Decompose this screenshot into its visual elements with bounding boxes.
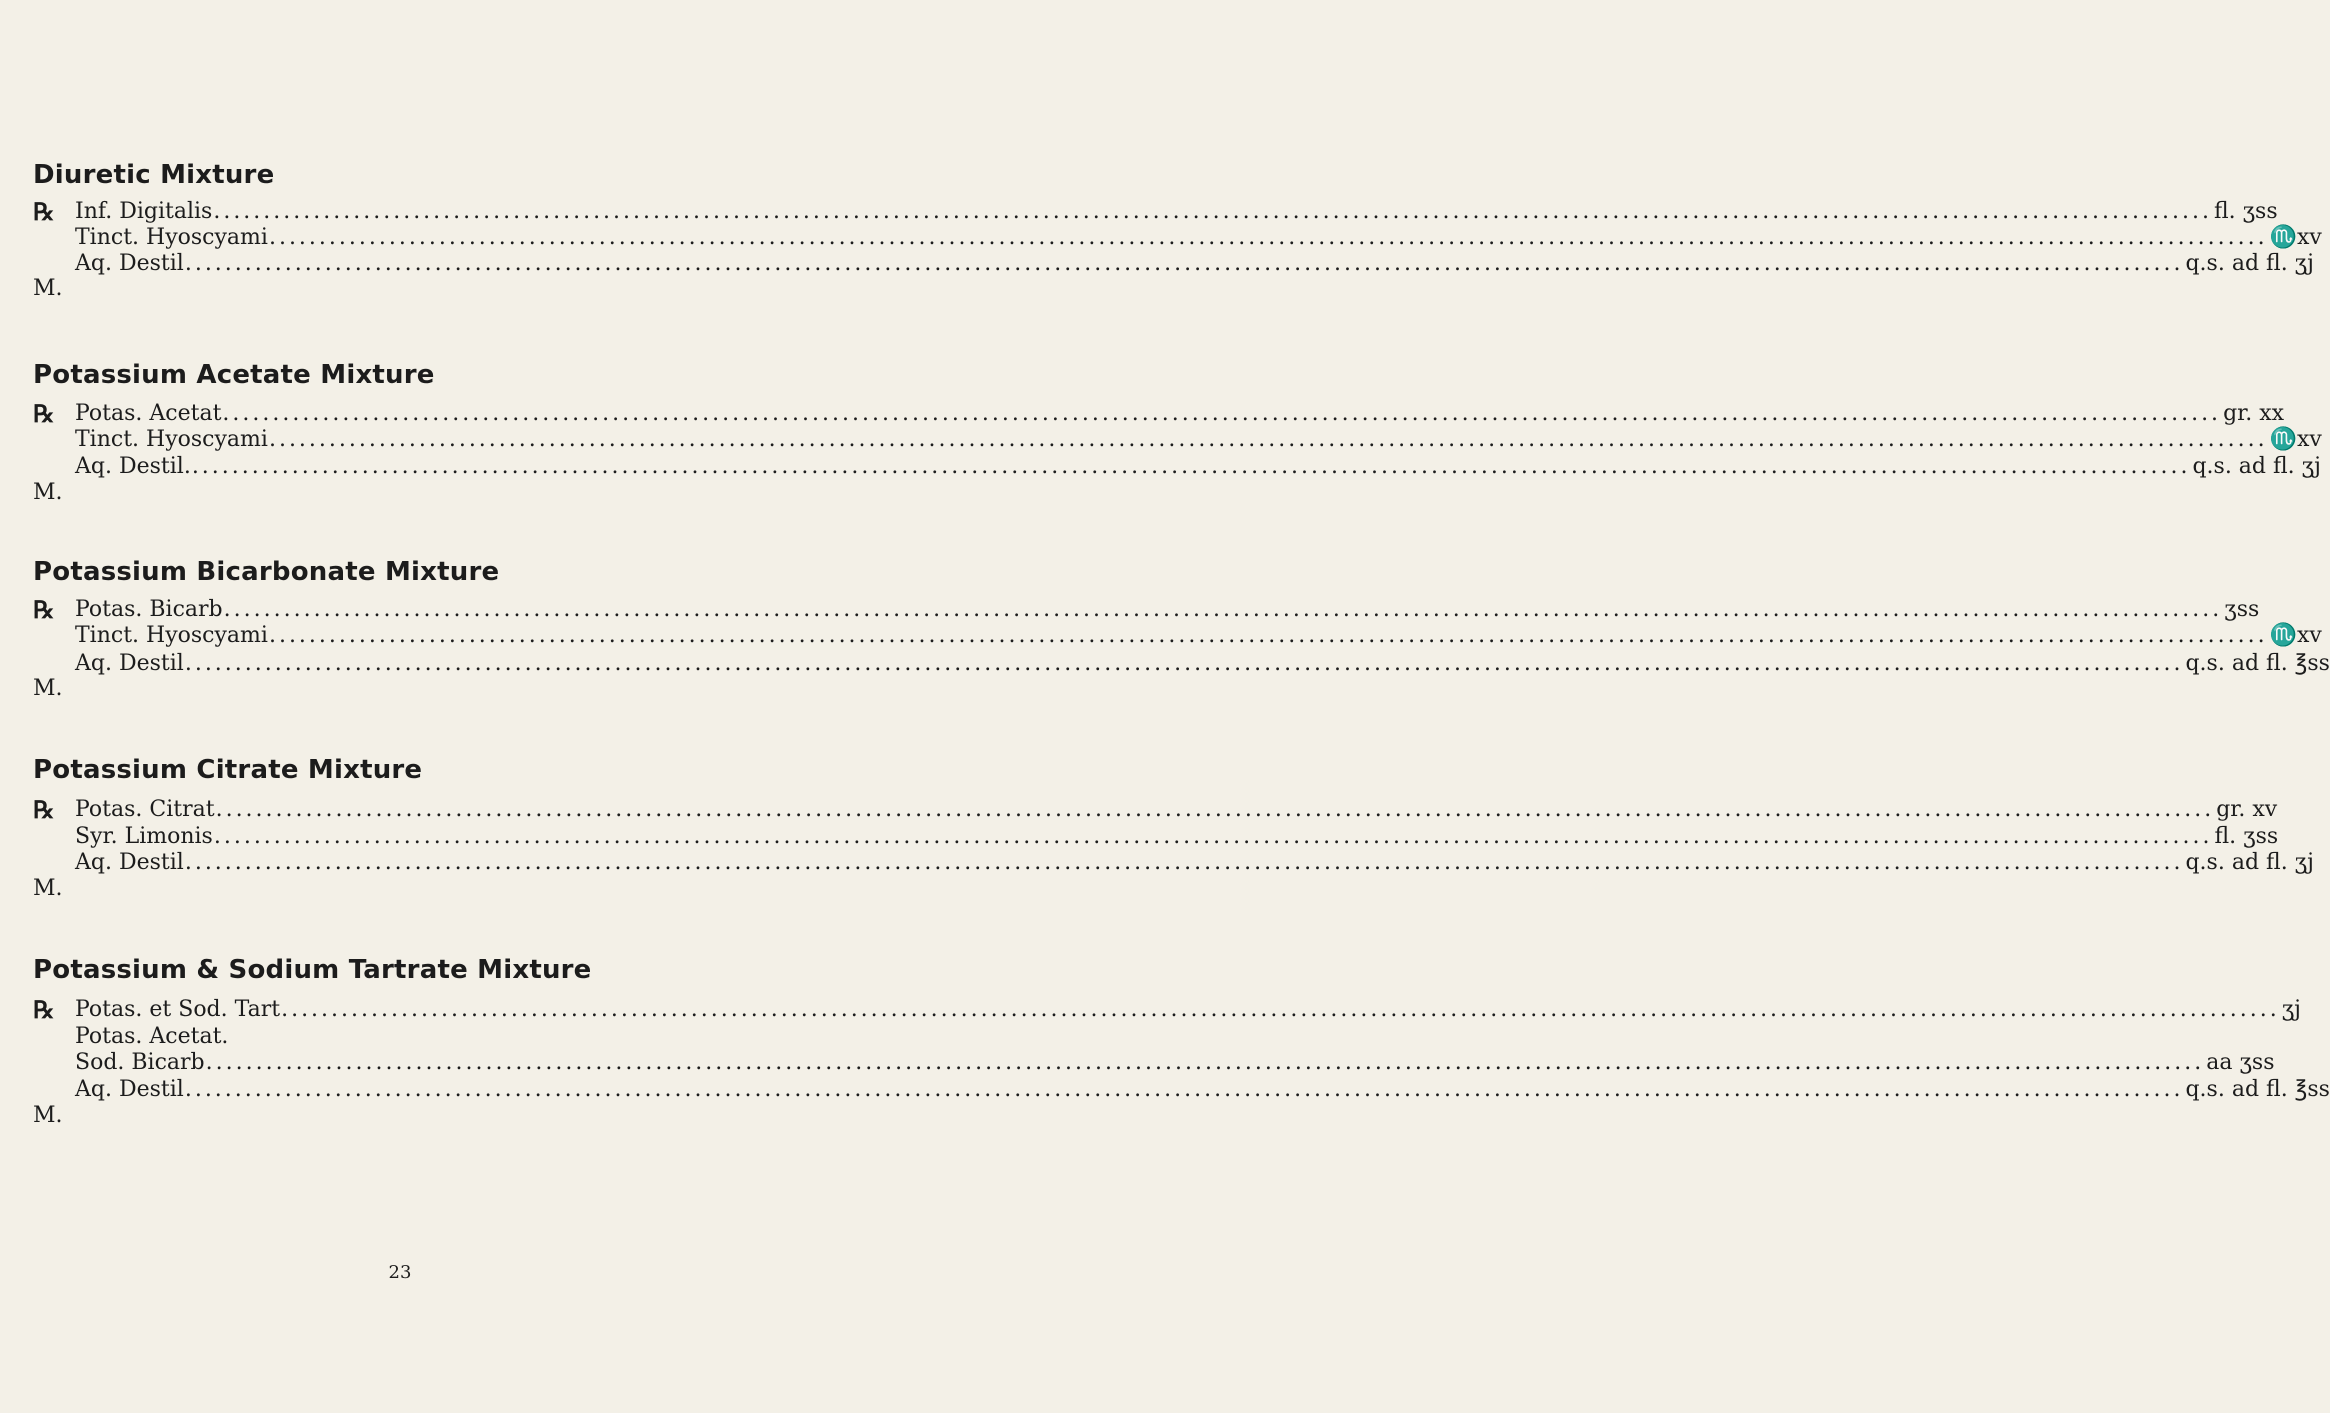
ingredient-name: Aq. Destil	[75, 1077, 184, 1102]
ingredient-line: Aq. Destil ........................................................................................................................................................................................................ q.s. ad fl. ʒj	[75, 850, 2314, 875]
ingredient-name: Tinct. Hyoscyami	[75, 623, 268, 648]
ingredient-name: Potas. et Sod. Tart	[75, 997, 281, 1022]
ingredient-line: Tinct. Hyoscyami ........................................................................................................................................................................................................ ♏xv	[75, 623, 2322, 648]
ingredient-line: Potas. et Sod. Tart ........................................................................................................................................................................................................ ʒj	[75, 997, 2301, 1022]
recipe-symbol: ℞	[33, 595, 55, 624]
ingredient-name: Potas. Citrat	[75, 797, 215, 822]
section-title: Diuretic Mixture	[33, 160, 275, 190]
section-title: Potassium Citrate Mixture	[33, 755, 423, 785]
ingredient-line: Syr. Limonis ........................................................................................................................................................................................................ fl. ʒss	[75, 824, 2279, 849]
ingredient-name: Aq. Destil.	[75, 454, 191, 479]
ingredient-dose: gr. xx	[2223, 401, 2285, 426]
ingredient-line: Potas. Citrat ........................................................................................................................................................................................................ gr. xv	[75, 797, 2278, 822]
page-number: 23	[388, 1262, 412, 1283]
ingredient-name: Tinct. Hyoscyami	[75, 225, 268, 250]
ingredient-line: Inf. Digitalis ........................................................................................................................................................................................................ fl. ʒss	[75, 199, 2278, 224]
misce-mark: M.	[33, 676, 63, 701]
misce-mark: M.	[33, 276, 63, 301]
section-title: Potassium Bicarbonate Mixture	[33, 557, 500, 587]
misce-mark: M.	[33, 1103, 63, 1128]
ingredient-dose: q.s. ad fl. ℥ss	[2185, 651, 2330, 676]
ingredient-dose: q.s. ad fl. ʒj	[2185, 251, 2314, 276]
ingredient-line: Potas. Bicarb ........................................................................................................................................................................................................ ʒss	[75, 597, 2260, 622]
ingredient-dose: q.s. ad fl. ℥ss	[2185, 1077, 2330, 1102]
section-title: Potassium Acetate Mixture	[33, 360, 435, 390]
ingredient-dose: gr. xv	[2216, 797, 2278, 822]
ingredient-line: Sod. Bicarb ........................................................................................................................................................................................................ aa ʒss	[75, 1050, 2275, 1075]
ingredient-name: Aq. Destil	[75, 251, 184, 276]
ingredient-line: Aq. Destil ........................................................................................................................................................................................................ q.s. ad fl. ʒj	[75, 251, 2314, 276]
ingredient-dose: ʒss	[2224, 597, 2260, 622]
ingredient-name: Sod. Bicarb	[75, 1050, 205, 1075]
ingredient-line: Aq. Destil. ........................................................................................................................................................................................................ q.s. ad fl. ʒj	[75, 454, 2321, 479]
ingredient-name: Potas. Bicarb	[75, 597, 223, 622]
ingredient-dose: ʒj	[2281, 997, 2301, 1022]
ingredient-dose: q.s. ad fl. ʒj	[2185, 850, 2314, 875]
recipe-symbol: ℞	[33, 795, 55, 824]
section-title: Potassium & Sodium Tartrate Mixture	[33, 955, 592, 985]
ingredient-dose: fl. ʒss	[2213, 199, 2278, 224]
ingredient-dose: ♏xv	[2269, 225, 2322, 250]
ingredient-dose: ♏xv	[2269, 427, 2322, 452]
ingredient-line: Aq. Destil ........................................................................................................................................................................................................ q.s. ad fl. ℥ss	[75, 651, 2330, 676]
recipe-symbol: ℞	[33, 197, 55, 226]
ingredient-line: Tinct. Hyoscyami ........................................................................................................................................................................................................ ♏xv	[75, 427, 2322, 452]
misce-mark: M.	[33, 876, 63, 901]
ingredient-dose: fl. ʒss	[2214, 824, 2279, 849]
ingredient-name: Aq. Destil	[75, 651, 184, 676]
ingredient-name: Potas. Acetat	[75, 401, 222, 426]
ingredient-name: Potas. Acetat.	[75, 1024, 229, 1049]
ingredient-line: Aq. Destil ........................................................................................................................................................................................................ q.s. ad fl. ℥ss	[75, 1077, 2330, 1102]
ingredient-name: Syr. Limonis	[75, 824, 213, 849]
ingredient-name: Tinct. Hyoscyami	[75, 427, 268, 452]
ingredient-name: Aq. Destil	[75, 850, 184, 875]
ingredient-name: Inf. Digitalis	[75, 199, 213, 224]
ingredient-dose: ♏xv	[2269, 623, 2322, 648]
ingredient-dose: aa ʒss	[2206, 1050, 2275, 1075]
ingredient-line: Tinct. Hyoscyami ........................................................................................................................................................................................................ ♏xv	[75, 225, 2322, 250]
ingredient-line	[75, 1023, 711, 1051]
ingredient-dose: q.s. ad fl. ʒj	[2192, 454, 2321, 479]
recipe-symbol: ℞	[33, 995, 55, 1024]
ingredient-line: Potas. Acetat ........................................................................................................................................................................................................ gr. xx	[75, 401, 2285, 426]
recipe-symbol: ℞	[33, 399, 55, 428]
misce-mark: M.	[33, 480, 63, 505]
